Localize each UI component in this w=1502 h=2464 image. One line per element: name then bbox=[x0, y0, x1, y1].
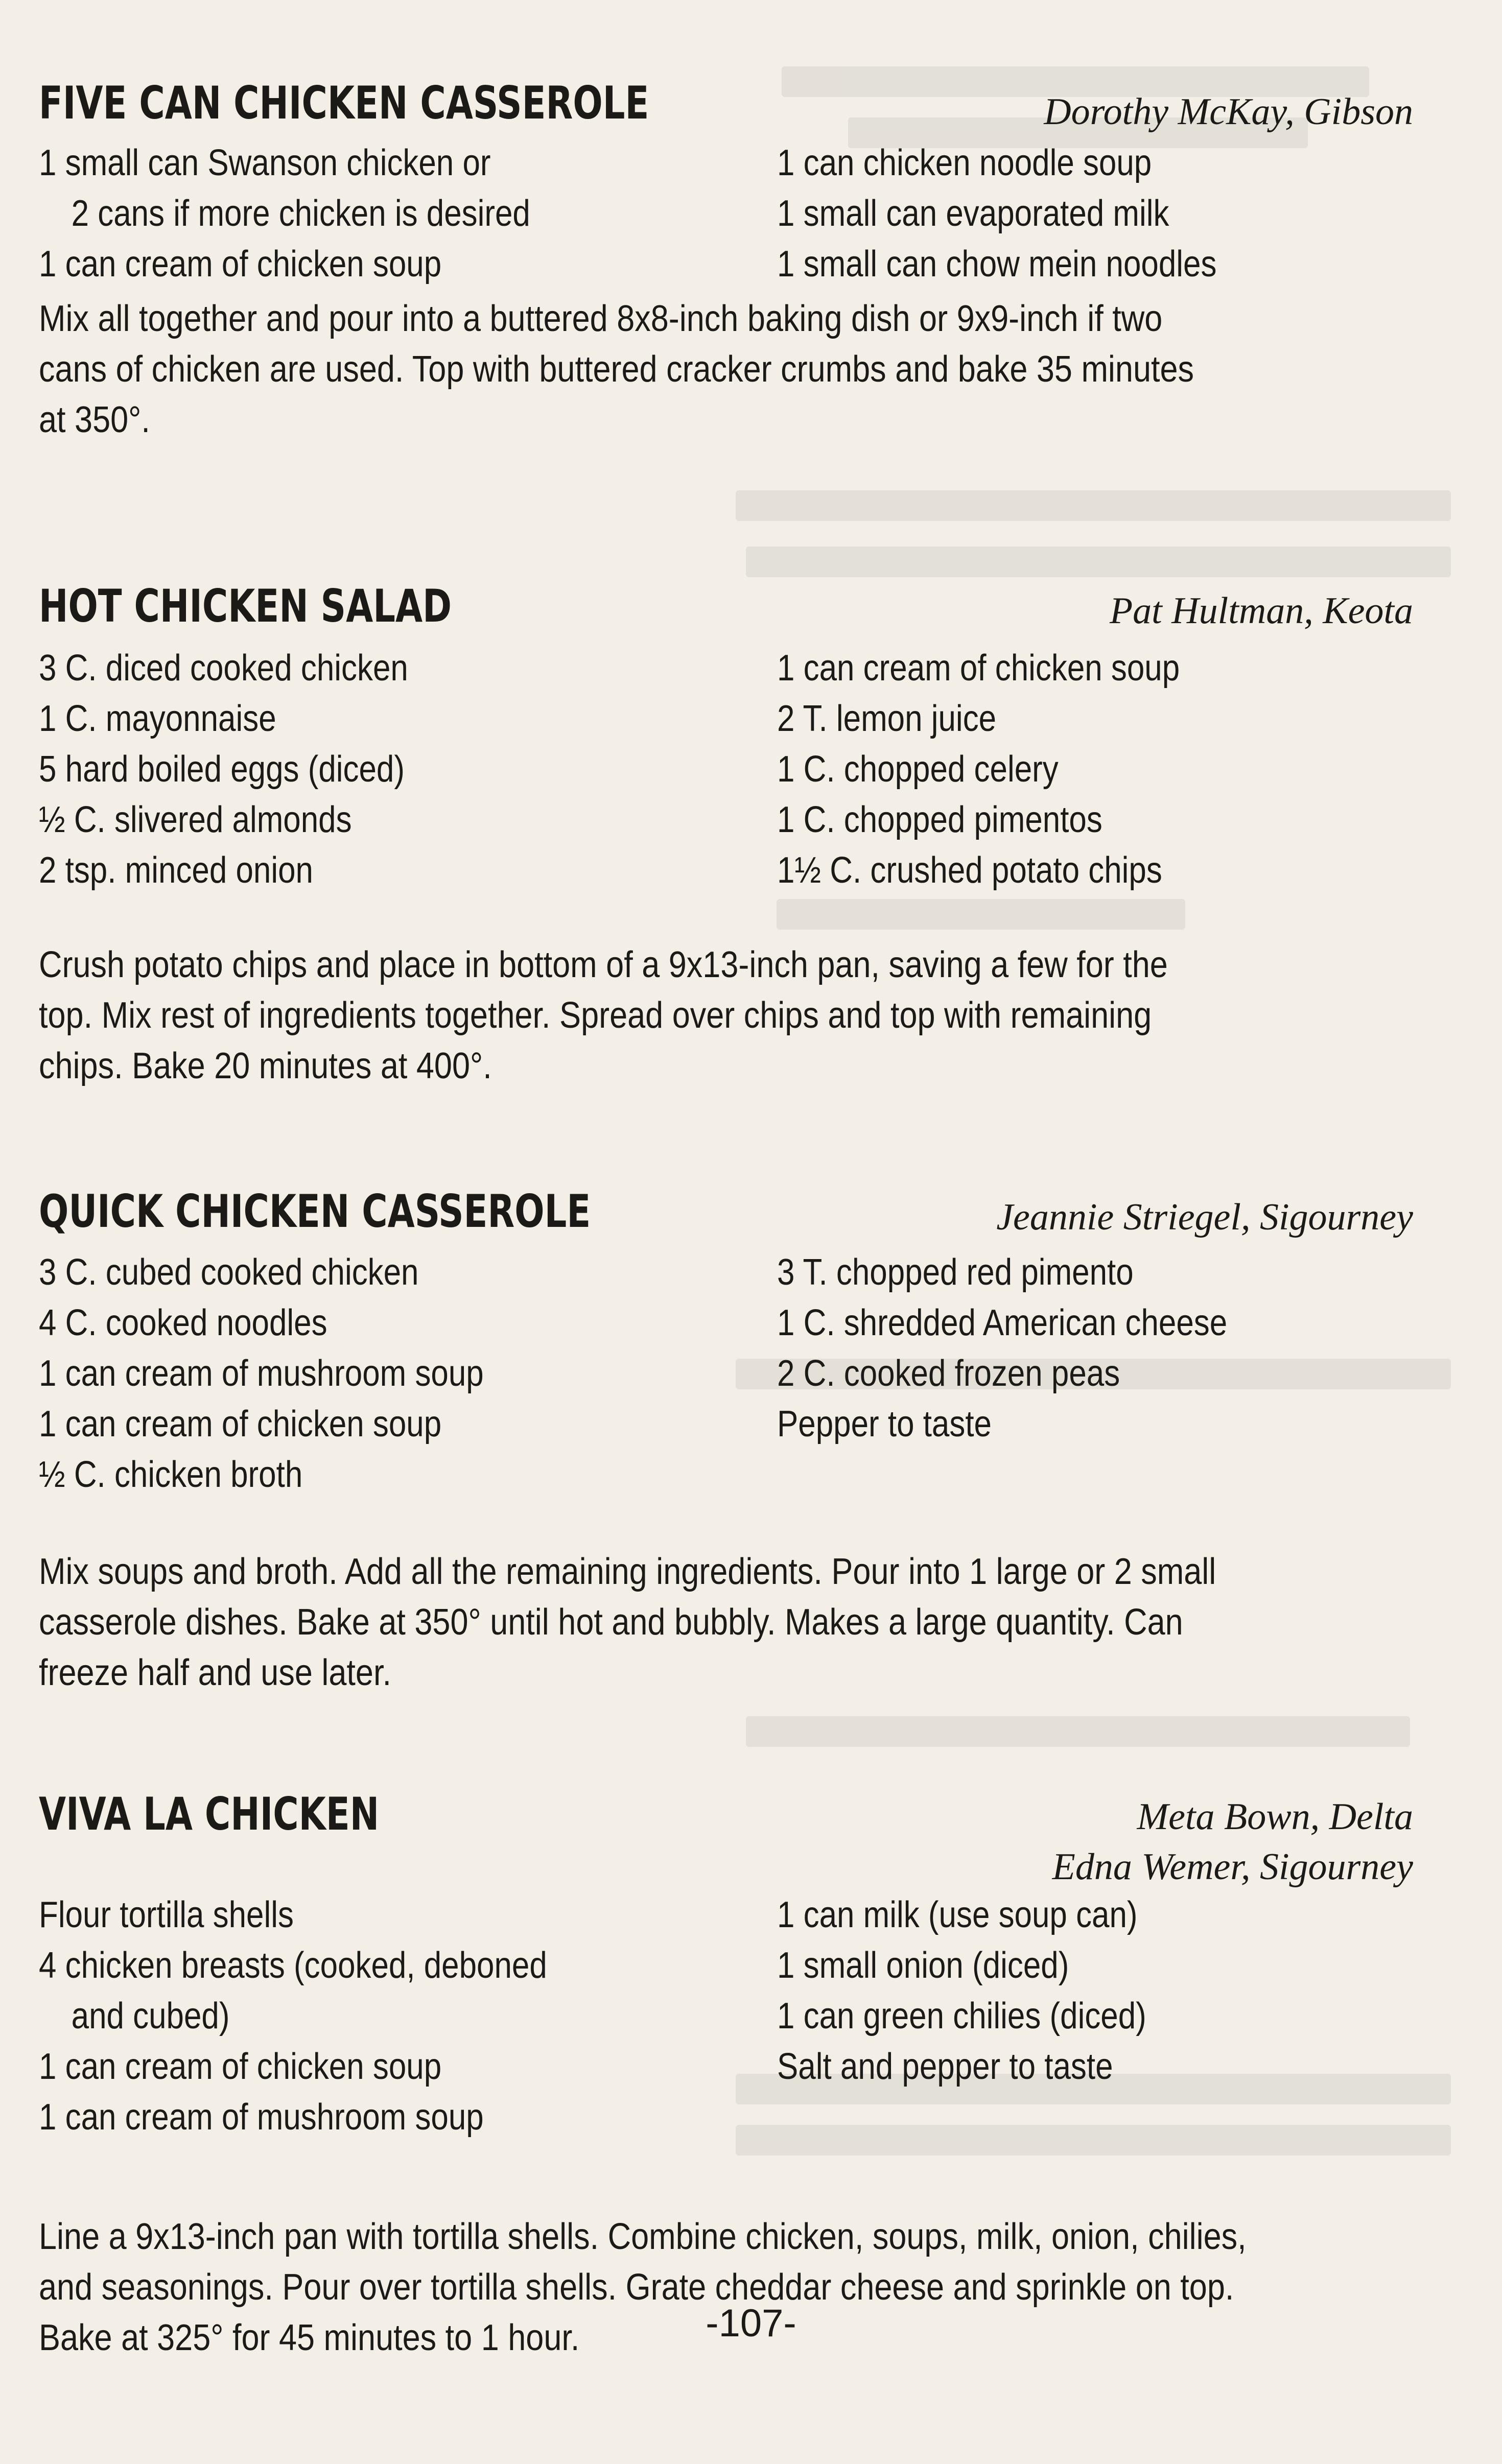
ingredient: 3 C. cubed cooked chicken bbox=[39, 1252, 419, 1293]
recipe-instructions bbox=[39, 1547, 1416, 1698]
recipe-instructions bbox=[39, 294, 1416, 445]
ingredient: 1 can cream of chicken soup bbox=[777, 648, 1180, 689]
recipe-title: FIVE CAN CHICKEN CASSEROLE bbox=[39, 77, 649, 129]
recipe-author: Jeannie Striegel, Sigourney bbox=[996, 1196, 1413, 1238]
ingredient: 1½ C. crushed potato chips bbox=[777, 850, 1162, 891]
recipe-header bbox=[39, 580, 1413, 646]
recipe-title: HOT CHICKEN SALAD bbox=[39, 580, 452, 632]
ingredient: 1 C. chopped pimentos bbox=[777, 799, 1102, 840]
recipe-five-can-chicken-casserole bbox=[39, 77, 1413, 440]
instruction-line: at 350°. bbox=[39, 399, 150, 440]
instruction-line: top. Mix rest of ingredients together. Spread over chips and top with remaining bbox=[39, 995, 1152, 1036]
recipe-author: Edna Wemer, Sigourney bbox=[1052, 1846, 1413, 1888]
instruction-line: Bake at 325° for 45 minutes to 1 hour. bbox=[39, 2317, 580, 2358]
instruction-line: and seasonings. Pour over tortilla shells. Grate cheddar cheese and sprinkle on top. bbox=[39, 2267, 1234, 2308]
instruction-line: chips. Bake 20 minutes at 400°. bbox=[39, 1046, 492, 1086]
ingredients-right-column bbox=[777, 1247, 1411, 1450]
ingredient: 1 can cream of chicken soup bbox=[39, 1404, 442, 1444]
recipe-header bbox=[39, 1185, 1413, 1251]
instruction-line: Mix soups and broth. Add all the remaining ingredients. Pour into 1 large or 2 small bbox=[39, 1551, 1216, 1592]
ingredient: 4 C. cooked noodles bbox=[39, 1302, 327, 1343]
ingredient: 1 small can chow mein noodles bbox=[777, 244, 1217, 285]
recipe-header bbox=[39, 1788, 1413, 1895]
ingredient: Salt and pepper to taste bbox=[777, 2046, 1113, 2087]
ingredient: 1 can cream of chicken soup bbox=[39, 244, 442, 285]
recipe-title: QUICK CHICKEN CASSEROLE bbox=[39, 1185, 591, 1238]
instruction-line: Crush potato chips and place in bottom of a 9x13-inch pan, saving a few for the bbox=[39, 944, 1168, 985]
recipe-hot-chicken-salad bbox=[39, 580, 1413, 1086]
ingredient: 3 T. chopped red pimento bbox=[777, 1252, 1134, 1293]
ingredient: 1 can green chilies (diced) bbox=[777, 1996, 1146, 2036]
recipe-author: Meta Bown, Delta bbox=[1137, 1796, 1413, 1838]
ingredient: 1 C. chopped celery bbox=[777, 749, 1059, 790]
ingredient: Pepper to taste bbox=[777, 1404, 992, 1444]
ingredient: 1 small onion (diced) bbox=[777, 1945, 1069, 1986]
ingredient: 1 can cream of chicken soup bbox=[39, 2046, 442, 2087]
ingredient: 4 chicken breasts (cooked, deboned bbox=[39, 1945, 547, 1986]
ingredient: Flour tortilla shells bbox=[39, 1894, 294, 1935]
instruction-line: Line a 9x13-inch pan with tortilla shells. Combine chicken, soups, milk, onion, chilies, bbox=[39, 2216, 1247, 2257]
recipe-authors bbox=[1052, 1792, 1413, 1892]
ingredient: 1 C. mayonnaise bbox=[39, 698, 276, 739]
ingredients-right-column bbox=[777, 643, 1411, 896]
recipe-quick-chicken-casserole bbox=[39, 1185, 1413, 1693]
instruction-line: casserole dishes. Bake at 350° until hot and bubbly. Makes a large quantity. Can bbox=[39, 1602, 1183, 1643]
ingredient: 1 small can evaporated milk bbox=[777, 193, 1169, 234]
ingredient: 5 hard boiled eggs (diced) bbox=[39, 749, 405, 790]
ingredients-right-column bbox=[777, 1890, 1411, 2092]
ingredient: 1 can chicken noodle soup bbox=[777, 143, 1152, 183]
recipe-title: VIVA LA CHICKEN bbox=[39, 1788, 380, 1840]
ingredient: 1 small can Swanson chicken or bbox=[39, 143, 491, 183]
ingredient: 2 tsp. minced onion bbox=[39, 850, 313, 891]
ingredient: 2 T. lemon juice bbox=[777, 698, 997, 739]
ingredients bbox=[39, 1890, 1413, 2145]
ingredients bbox=[39, 643, 1413, 898]
ingredient: 1 can cream of mushroom soup bbox=[39, 2097, 484, 2138]
ingredient: 3 C. diced cooked chicken bbox=[39, 648, 408, 689]
ingredient: 1 C. shredded American cheese bbox=[777, 1302, 1228, 1343]
ingredients-left-column bbox=[39, 138, 764, 290]
ingredient: 2 cans if more chicken is desired bbox=[71, 193, 530, 234]
page-number: -107- bbox=[706, 2302, 796, 2345]
recipe-instructions bbox=[39, 940, 1416, 1092]
ingredient: 1 can cream of mushroom soup bbox=[39, 1353, 484, 1394]
ingredient: 2 C. cooked frozen peas bbox=[777, 1353, 1120, 1394]
instruction-line: freeze half and use later. bbox=[39, 1652, 391, 1693]
ingredients-left-column bbox=[39, 1247, 764, 1500]
ingredients bbox=[39, 138, 1413, 291]
ingredient: and cubed) bbox=[71, 1996, 230, 2036]
ingredient: 1 can milk (use soup can) bbox=[777, 1894, 1138, 1935]
recipe-header bbox=[39, 77, 1413, 143]
ingredients-right-column bbox=[777, 138, 1411, 290]
instruction-line: cans of chicken are used. Top with buttered cracker crumbs and bake 35 minutes bbox=[39, 349, 1194, 390]
ingredient: ½ C. slivered almonds bbox=[39, 799, 352, 840]
recipe-author: Pat Hultman, Keota bbox=[1109, 590, 1413, 632]
recipe-author: Dorothy McKay, Gibson bbox=[1044, 91, 1413, 133]
ingredient: ½ C. chicken broth bbox=[39, 1454, 303, 1495]
instruction-line: Mix all together and pour into a buttered 8x8-inch baking dish or 9x9-inch if two bbox=[39, 298, 1163, 339]
ingredients bbox=[39, 1247, 1413, 1503]
ingredients-left-column bbox=[39, 643, 764, 896]
ingredients-left-column bbox=[39, 1890, 764, 2143]
